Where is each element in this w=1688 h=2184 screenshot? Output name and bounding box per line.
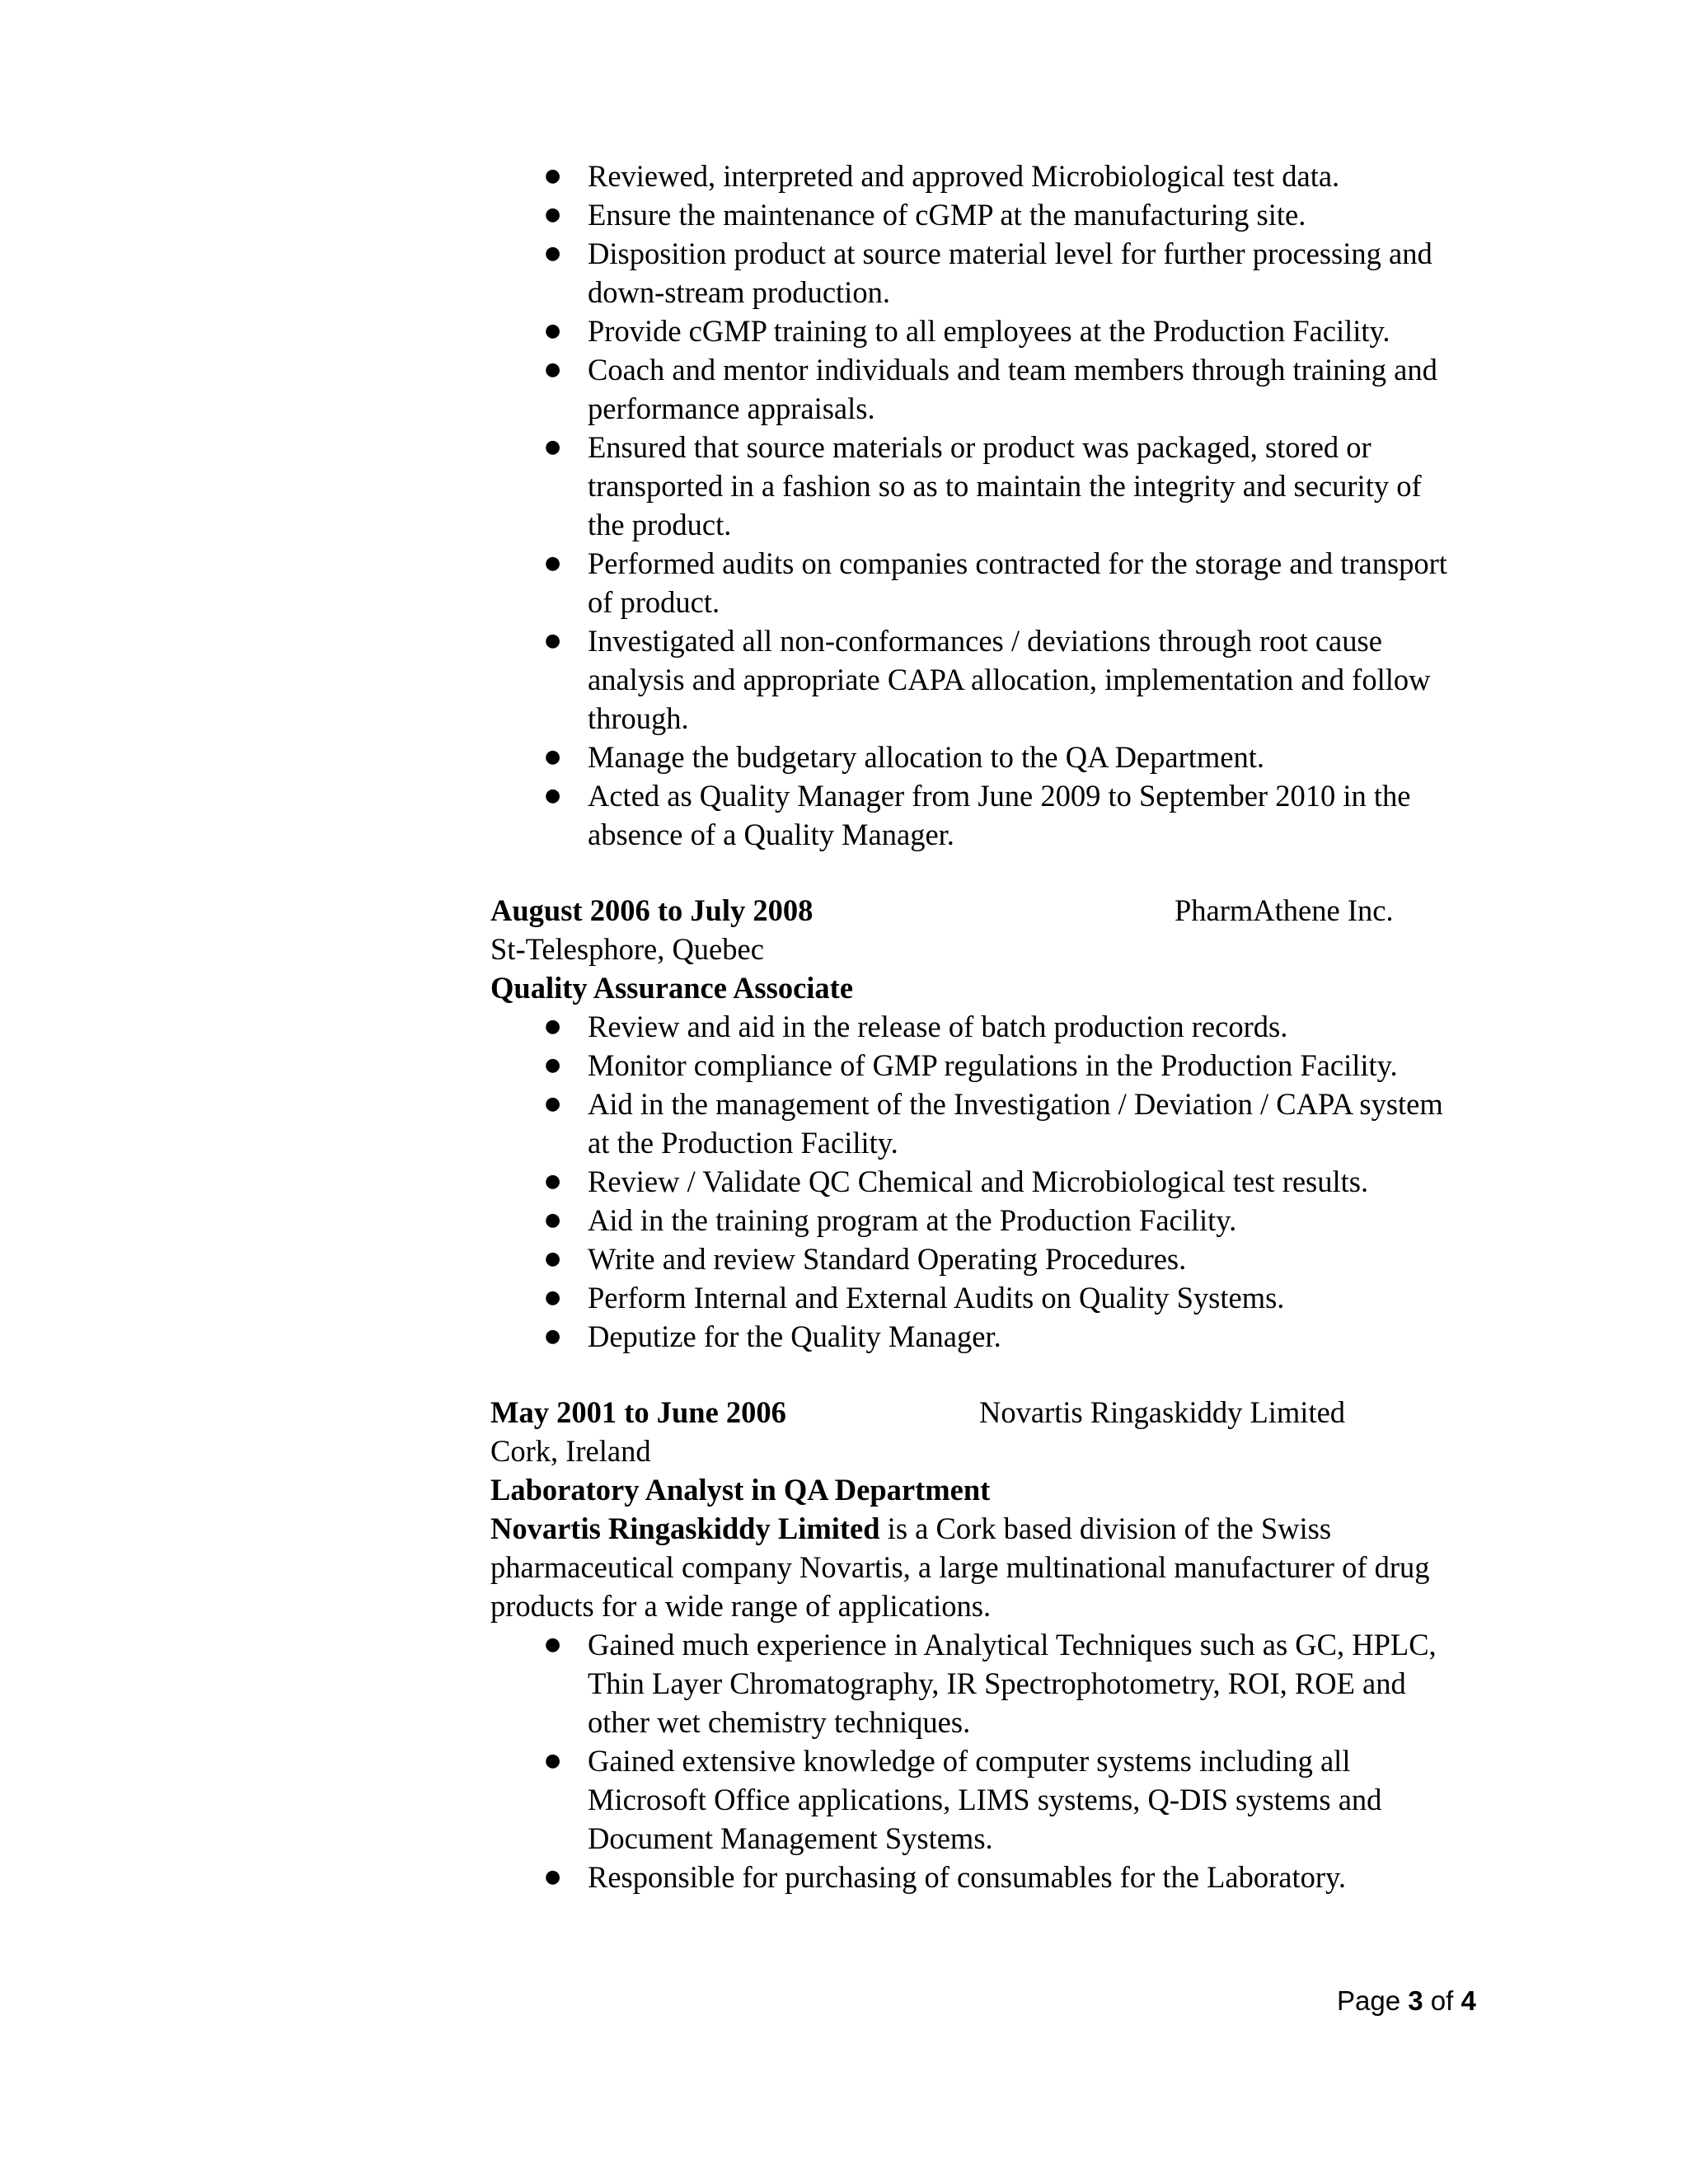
list-item [490, 1858, 1459, 1896]
list-item-text: Manage the budgetary allocation to the QA Department. [588, 740, 1264, 774]
job-location: Cork, Ireland [490, 1434, 651, 1468]
bullet-icon: ● [545, 1171, 561, 1192]
bullet-icon: ● [545, 1210, 561, 1230]
page-number [1337, 1985, 1476, 2018]
list-item-text: Aid in the training program at the Production Facility. [588, 1203, 1237, 1237]
job-dates: May 2001 to June 2006 [490, 1395, 786, 1429]
list-item [490, 350, 1459, 428]
list-item [490, 776, 1459, 854]
section-spacer [490, 1356, 1459, 1393]
page-word: Page [1337, 1985, 1409, 2016]
bullet-icon: ● [545, 1326, 561, 1347]
bullet-icon: ● [545, 1016, 561, 1037]
bullet-icon: ● [545, 359, 561, 380]
list-item [490, 1162, 1459, 1201]
list-item [490, 1278, 1459, 1317]
bullet-icon: ● [545, 1634, 561, 1655]
bullet-icon: ● [545, 1055, 561, 1076]
list-item [490, 195, 1459, 234]
bullet-icon: ● [545, 630, 561, 651]
current-page-number: 3 [1408, 1985, 1423, 2016]
job-title: Laboratory Analyst in QA Department [490, 1473, 991, 1507]
list-item-text: Aid in the management of the Investigation / Deviation / CAPA system at the Production Facility. [588, 1087, 1443, 1160]
list-item-text: Reviewed, interpreted and approved Microbiological test data. [588, 159, 1340, 193]
list-item-text: Coach and mentor individuals and team members through training and performance appraisals. [588, 353, 1437, 425]
list-item-text: Provide cGMP training to all employees at the Production Facility. [588, 314, 1390, 348]
total-pages-number: 4 [1461, 1985, 1476, 2016]
bullet-icon: ● [545, 204, 561, 225]
bullet-icon: ● [545, 1750, 561, 1771]
list-item [490, 1240, 1459, 1278]
bullet-icon: ● [545, 437, 561, 457]
list-item-text: Gained extensive knowledge of computer systems including all Microsoft Office applications, LIMS systems, Q-DIS systems and Document Management Systems. [588, 1744, 1382, 1855]
bullet-icon: ● [545, 553, 561, 574]
list-item-text: Gained much experience in Analytical Techniques such as GC, HPLC, Thin Layer Chromatography, IR Spectrophotometry, ROI, ROE and other wet chemistry techniques. [588, 1628, 1437, 1739]
list-item-text: Acted as Quality Manager from June 2009 to September 2010 in the absence of a Quality Manager. [588, 779, 1411, 851]
list-item-text: Ensure the maintenance of cGMP at the manufacturing site. [588, 198, 1306, 232]
bullet-icon: ● [545, 785, 561, 806]
bullet-icon: ● [545, 747, 561, 767]
list-item-text: Review and aid in the release of batch production records. [588, 1010, 1288, 1043]
list-item [490, 1201, 1459, 1240]
list-item [490, 544, 1459, 621]
job-header-pharmathene [490, 891, 1459, 930]
company-description [490, 1509, 1459, 1625]
bullet-icon: ● [545, 166, 561, 186]
list-item [490, 1741, 1459, 1858]
duties-list-previous-role [490, 157, 1459, 854]
list-item-text: Deputize for the Quality Manager. [588, 1319, 1001, 1353]
list-item [490, 738, 1459, 776]
list-item-text: Review / Validate QC Chemical and Microbiological test results. [588, 1165, 1369, 1198]
list-item-text: Perform Internal and External Audits on Quality Systems. [588, 1281, 1285, 1315]
list-item [490, 234, 1459, 312]
list-item-text: Disposition product at source material level for further processing and down-stream production. [588, 237, 1432, 309]
bullet-icon: ● [545, 243, 561, 264]
list-item [490, 1317, 1459, 1356]
list-item-text: Ensured that source materials or product was packaged, stored or transported in a fashion so as to maintain the integrity and security of the product. [588, 430, 1422, 541]
list-item-text: Responsible for purchasing of consumables for the Laboratory. [588, 1860, 1347, 1894]
list-item-text: Monitor compliance of GMP regulations in the Production Facility. [588, 1048, 1398, 1082]
bullet-icon: ● [545, 1094, 561, 1114]
bullet-icon: ● [545, 1867, 561, 1887]
list-item [490, 621, 1459, 738]
company-name: PharmAthene Inc. [1175, 893, 1394, 927]
job-location: St-Telesphore, Quebec [490, 932, 764, 966]
section-spacer [490, 854, 1459, 891]
list-item [490, 1625, 1459, 1741]
list-item-text: Performed audits on companies contracted for the storage and transport of product. [588, 546, 1447, 619]
job-title: Quality Assurance Associate [490, 971, 854, 1005]
list-item [490, 428, 1459, 544]
job-dates: August 2006 to July 2008 [490, 893, 814, 927]
of-word: of [1423, 1985, 1461, 2016]
list-item [490, 1085, 1459, 1162]
list-item-text: Investigated all non-conformances / deviations through root cause analysis and appropriate CAPA allocation, implementation and follow through. [588, 624, 1431, 735]
company-description-name: Novartis Ringaskiddy Limited [490, 1511, 880, 1545]
bullet-icon: ● [545, 1249, 561, 1269]
list-item-text: Write and review Standard Operating Procedures. [588, 1242, 1187, 1276]
list-item [490, 157, 1459, 195]
bullet-icon: ● [545, 1287, 561, 1308]
list-item [490, 312, 1459, 350]
duties-list-pharmathene [490, 1007, 1459, 1356]
page-content [490, 157, 1459, 1896]
list-item [490, 1046, 1459, 1085]
company-name: Novartis Ringaskiddy Limited [979, 1395, 1346, 1429]
bullet-icon: ● [545, 321, 561, 341]
company-description-text: is a Cork based division of the Swiss pharmaceutical company Novartis, a large multinational manufacturer of drug products for a wide range of applications. [490, 1511, 1430, 1623]
list-item [490, 1007, 1459, 1046]
job-header-novartis [490, 1393, 1459, 1432]
duties-list-novartis [490, 1625, 1459, 1896]
